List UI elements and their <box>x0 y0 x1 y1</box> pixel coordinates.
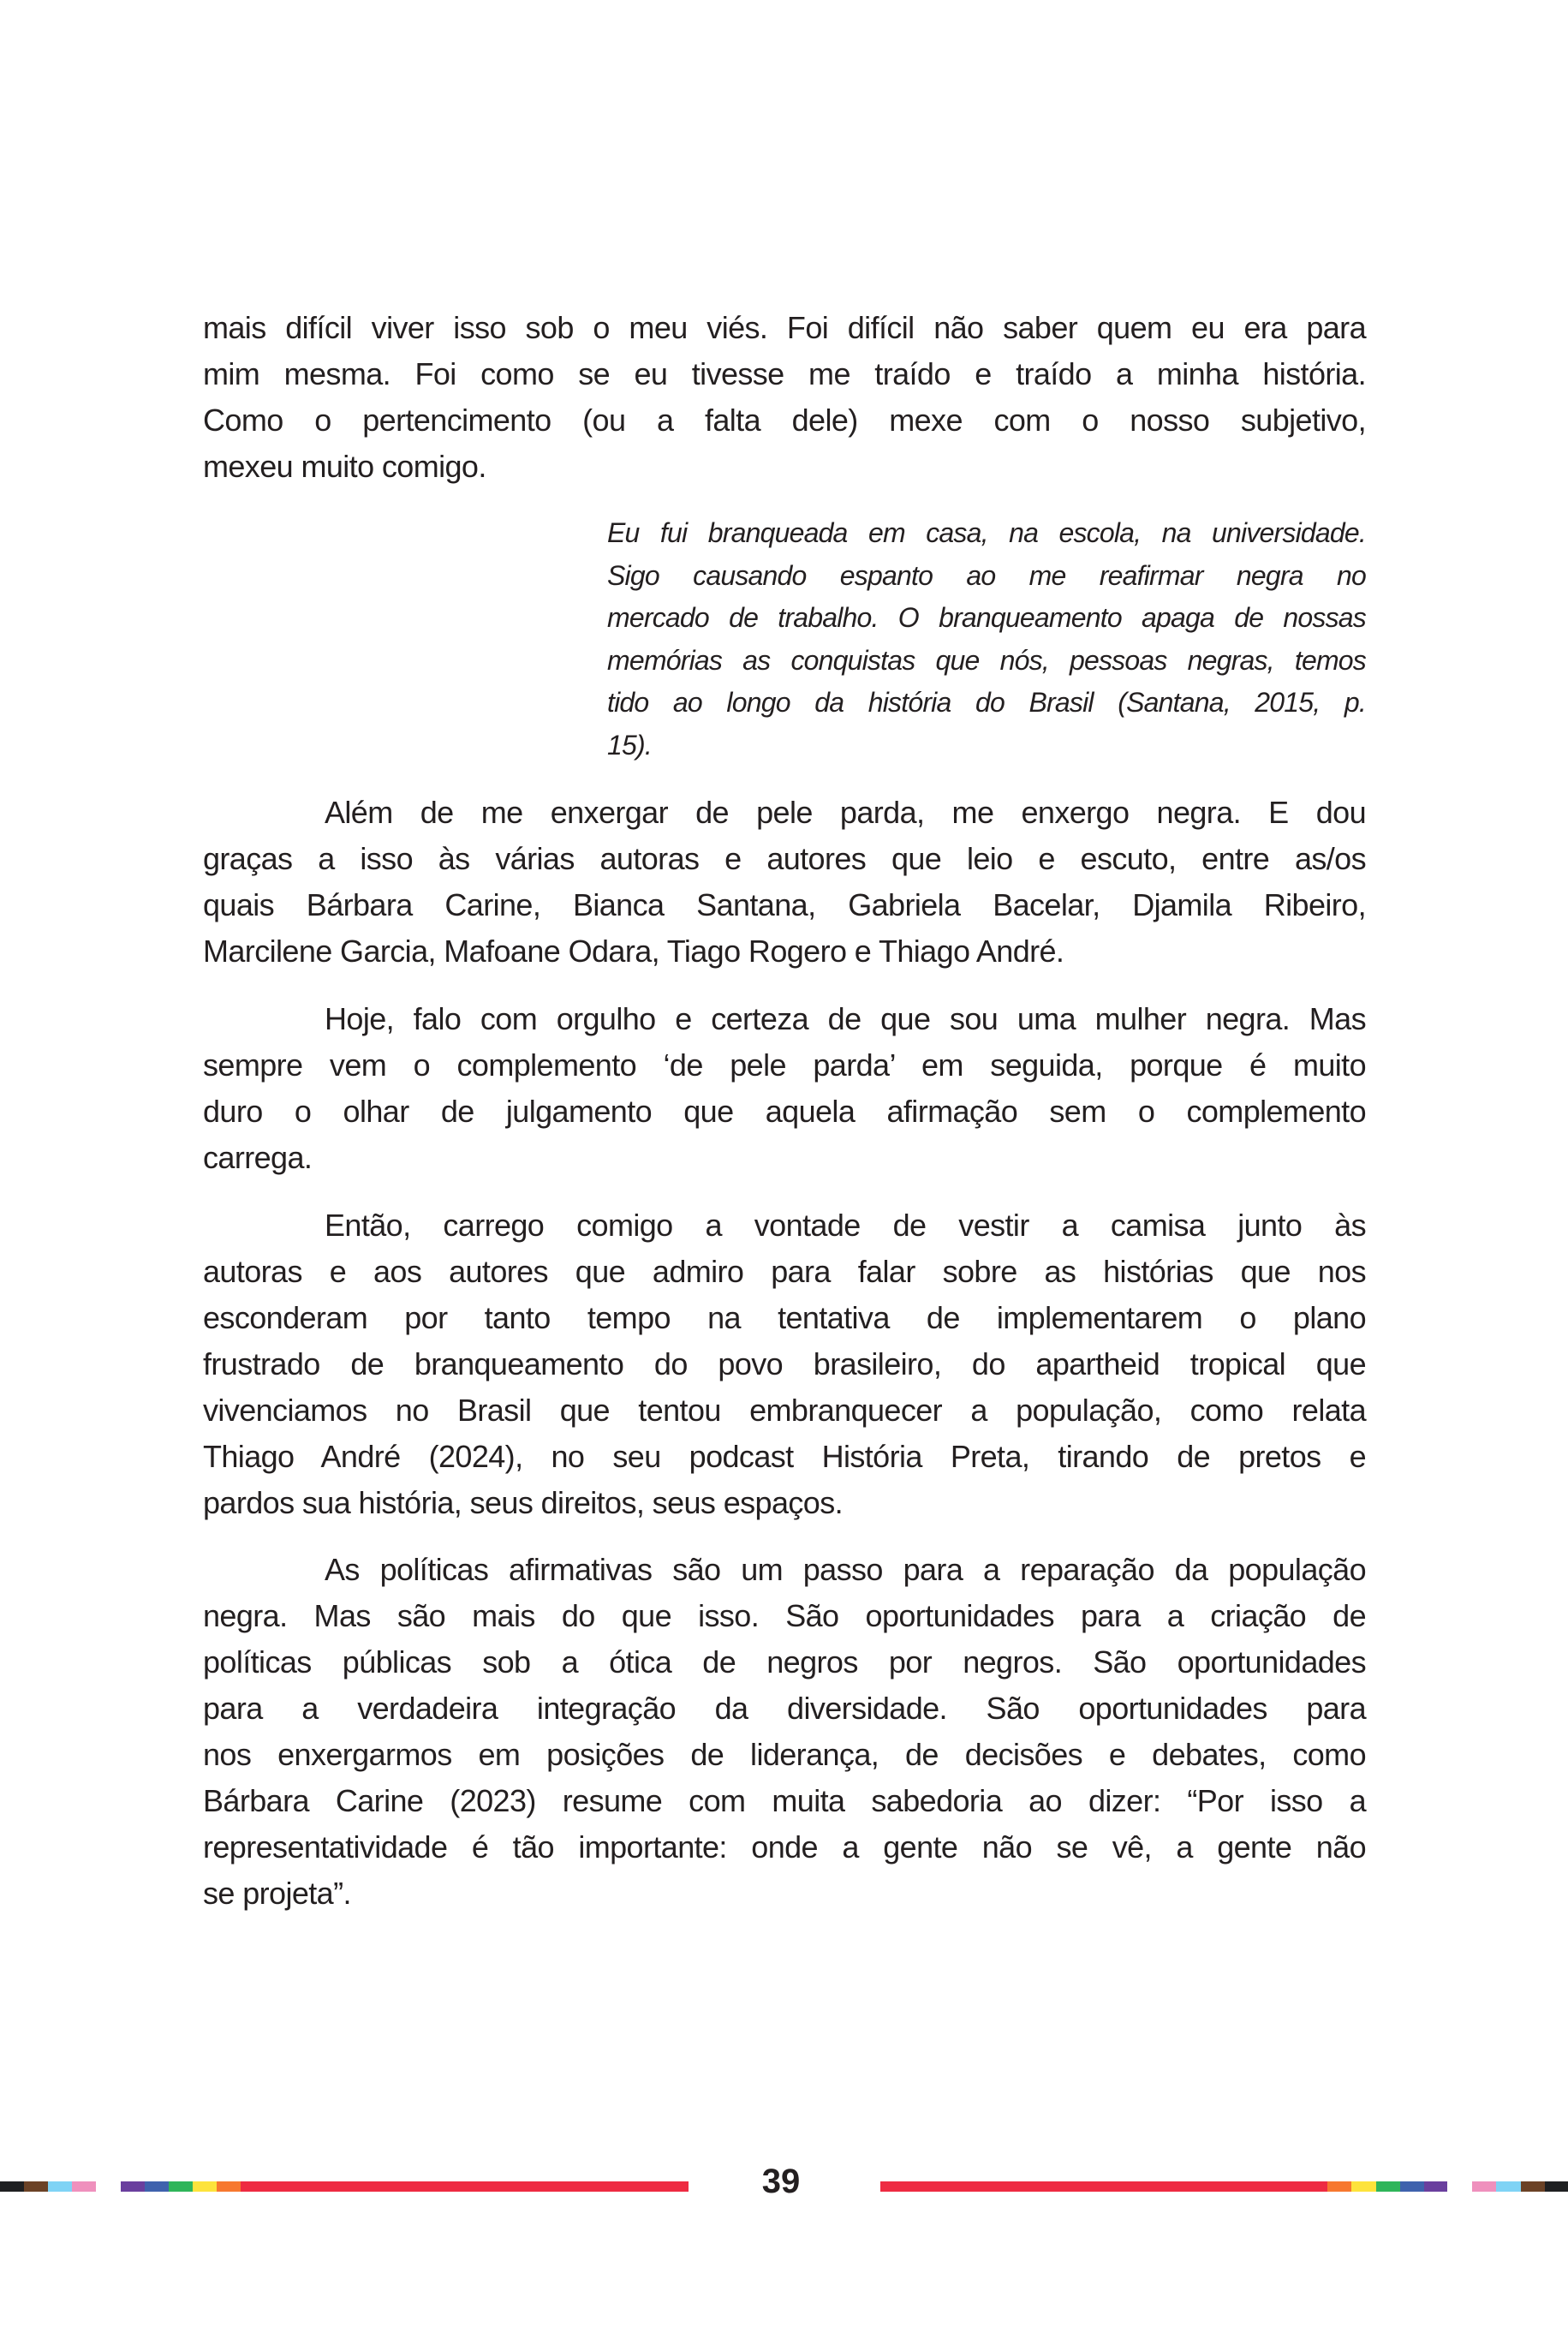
text-line: frustrado de branqueamento do povo brasileiro, do apartheid tropical que <box>203 1346 1366 1381</box>
text-line: Thiago André (2024), no seu podcast História Preta, tirando de pretos e <box>203 1439 1366 1474</box>
text-line: graças a isso às várias autoras e autores que leio e escuto, entre as/os <box>203 841 1366 876</box>
stripe-green <box>1376 2181 1400 2192</box>
quote-line: Sigo causando espanto ao me reafirmar negra no <box>607 559 1366 591</box>
text-line: mexeu muito comigo. <box>203 449 486 484</box>
stripe-pink <box>1472 2181 1496 2192</box>
stripe-yellow <box>1351 2181 1376 2192</box>
text-line: vivenciamos no Brasil que tentou embranquecer a população, como relata <box>203 1393 1366 1428</box>
block-quote <box>607 512 1366 767</box>
stripe-light-blue <box>1496 2181 1521 2192</box>
stripe-pink <box>72 2181 96 2192</box>
text-line: mim mesma. Foi como se eu tivesse me traído e traído a minha história. <box>203 356 1366 391</box>
stripe-purple <box>121 2181 145 2192</box>
paragraph-1 <box>203 305 1366 490</box>
text-line: políticas públicas sob a ótica de negros por negros. São oportunidades <box>203 1644 1366 1680</box>
stripe-light-blue <box>48 2181 72 2192</box>
text-line: esconderam por tanto tempo na tentativa de implementarem o plano <box>203 1300 1366 1335</box>
quote-line: tido ao longo da história do Brasil (Santana, 2015, p. <box>607 687 1366 718</box>
text-line: negra. Mas são mais do que isso. São oportunidades para a criação de <box>203 1598 1366 1633</box>
text-line: se projeta”. <box>203 1876 351 1911</box>
quote-line: memórias as conquistas que nós, pessoas negras, temos <box>607 644 1366 676</box>
text-line: mais difícil viver isso sob o meu viés. Foi difícil não saber quem eu era para <box>203 310 1366 345</box>
quote-line: Eu fui branqueada em casa, na escola, na universidade. <box>607 517 1366 548</box>
stripe-purple <box>1424 2181 1447 2192</box>
stripe-orange <box>217 2181 241 2192</box>
stripe-red <box>880 2181 1327 2192</box>
text-line: para a verdadeira integração da diversidade. São oportunidades para <box>203 1691 1366 1726</box>
text-line: Marcilene Garcia, Mafoane Odara, Tiago Rogero e Thiago André. <box>203 934 1064 969</box>
text-line: autoras e aos autores que admiro para falar sobre as histórias que nos <box>203 1254 1366 1289</box>
text-line: Além de me enxergar de pele parda, me enxergo negra. E dou <box>325 795 1366 830</box>
stripe-green <box>169 2181 193 2192</box>
paragraph-4 <box>203 1202 1366 1526</box>
stripe-blue <box>1400 2181 1424 2192</box>
footer-stripe-left <box>0 2181 689 2192</box>
stripe-red <box>241 2181 689 2192</box>
stripe-orange <box>1327 2181 1351 2192</box>
footer-stripe-right <box>880 2181 1568 2192</box>
quote-line: mercado de trabalho. O branqueamento apaga de nossas <box>607 602 1366 633</box>
text-line: As políticas afirmativas são um passo para a reparação da população <box>325 1552 1366 1587</box>
paragraph-2 <box>203 790 1366 975</box>
text-line: Bárbara Carine (2023) resume com muita sabedoria ao dizer: “Por isso a <box>203 1783 1366 1818</box>
text-line: Então, carrego comigo a vontade de vestir a camisa junto às <box>325 1208 1366 1243</box>
page-number: 39 <box>761 2163 801 2200</box>
text-line: nos enxergarmos em posições de liderança, de decisões e debates, como <box>203 1737 1366 1772</box>
stripe-blue <box>145 2181 169 2192</box>
stripe-brown <box>24 2181 48 2192</box>
text-line: Como o pertencimento (ou a falta dele) mexe com o nosso subjetivo, <box>203 403 1366 438</box>
text-line: duro o olhar de julgamento que aquela afirmação sem o complemento <box>203 1094 1366 1129</box>
text-line: pardos sua história, seus direitos, seus espaços. <box>203 1485 844 1520</box>
quote-line: 15). <box>607 729 652 761</box>
text-line: representatividade é tão importante: onde a gente não se vê, a gente não <box>203 1829 1366 1865</box>
stripe-brown <box>1521 2181 1545 2192</box>
text-line: quais Bárbara Carine, Bianca Santana, Gabriela Bacelar, Djamila Ribeiro, <box>203 887 1366 922</box>
stripe-yellow <box>193 2181 217 2192</box>
paragraph-3 <box>203 996 1366 1181</box>
stripe-black <box>0 2181 24 2192</box>
text-line: carrega. <box>203 1140 313 1175</box>
text-line: Hoje, falo com orgulho e certeza de que sou uma mulher negra. Mas <box>325 1001 1366 1036</box>
paragraph-5 <box>203 1547 1366 1917</box>
text-line: sempre vem o complemento ‘de pele parda’ em seguida, porque é muito <box>203 1047 1366 1083</box>
stripe-black <box>1545 2181 1568 2192</box>
